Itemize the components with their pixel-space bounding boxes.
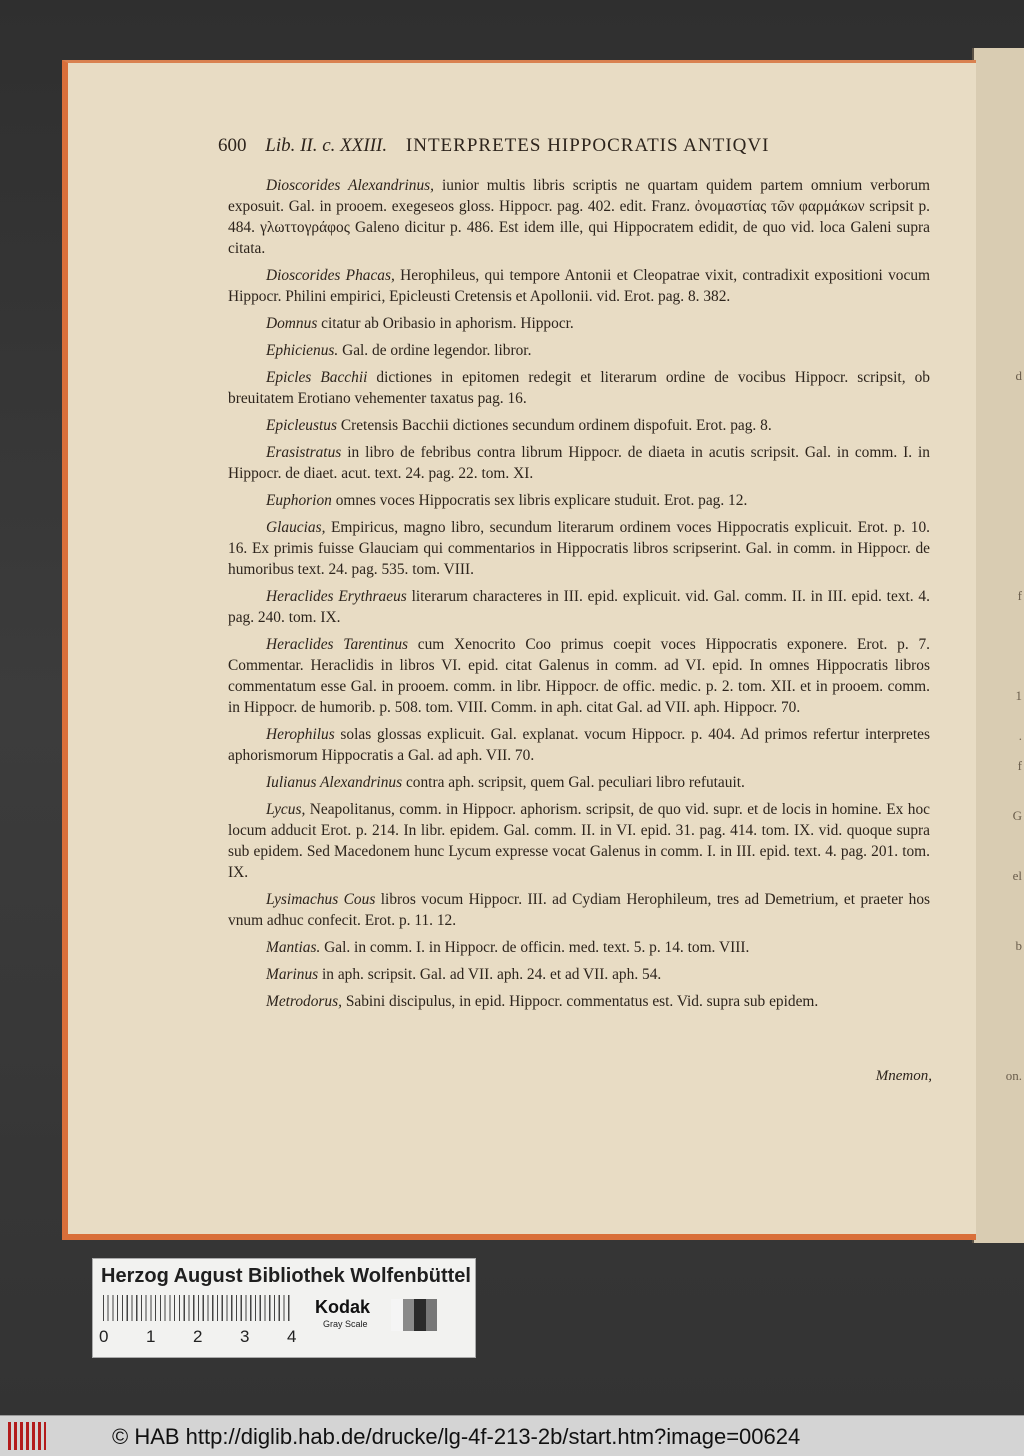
entry-name: Dioscorides Phacas,: [266, 267, 395, 284]
entry-paragraph: [228, 517, 930, 580]
entry-paragraph: [228, 340, 930, 361]
ruler-number: 3: [240, 1327, 250, 1346]
gray-scale-label: Gray Scale: [323, 1319, 368, 1329]
catchword: Mnemon,: [875, 1068, 932, 1084]
entry-paragraph: [228, 415, 930, 436]
kodak-logo: Kodak: [315, 1297, 371, 1317]
entry-name: Epicleustus: [266, 417, 337, 434]
source-credit[interactable]: © HAB http://diglib.hab.de/drucke/lg-4f-213-2b/start.htm?image=00624: [112, 1424, 801, 1449]
entry-text: cum Xenocrito Coo primus coepit voces Hippocratis exponere. Erot. p. 7. Commentar. Heraclidis in libros VI. epid. citat Galenus in comm. ad VI. epid. In omnes Hippocratis libros commentatum esse Gal. in prooem. comm. in libr. Hippocr. de offic. medic. p. 2. tom. XII. et in prooem. comm. in Hippocr. de humorib. p. 508. tom. VIII. Comm. in aph. citat Gal. ad VII. aph. Hippocr. 70.: [228, 636, 930, 716]
book-page: [62, 60, 976, 1240]
entry-text: solas glossas explicuit. Gal. explanat. vocum Hippocr. p. 404. Ad primos refertur interpretes aphorismorum Hippocratis a Gal. ad aph. VII. 70.: [228, 726, 930, 764]
entry-text: Herophileus, qui tempore Antonii et Cleopatrae vixit, contradixit expositioni vocum Hippocr. Philini empirici, Epicleusti Cretensis et Apollonii. vid. Erot. pag. 8. 382.: [228, 267, 930, 305]
entry-text: Gal. in comm. I. in Hippocr. de officin. med. text. 5. p. 14. tom. VIII.: [320, 939, 750, 956]
entry-paragraph: [228, 586, 930, 628]
entry-paragraph: [228, 724, 930, 766]
entry-text: in aph. scripsit. Gal. ad VII. aph. 24. et ad VII. aph. 54.: [318, 966, 662, 983]
entry-text: Neapolitanus, comm. in Hippocr. aphorism. scripsit, de quo vid. supr. et de locis in homine. Ex hoc locum adducit Erot. p. 214. In libr. epidem. Gal. comm. II. in VI. epid. 31. pag. 414. tom. IX. vid. quoque supra sub epidem. Sed Macedonem hunc Lycum expresse vocat Galenus in comm. I. in III. epid. text. 4. pag. 201. tom. IX.: [228, 801, 930, 881]
viewer-footer: [0, 1415, 1024, 1456]
entry-name: Heraclides Tarentinus: [266, 636, 409, 653]
entry-name: Epicles Bacchii: [266, 369, 368, 386]
entry-text: dictiones in epitomen redegit et literarum ordine de vocibus Hippocr. scripsit, ob breuitatem Erotiano vehementer taxatus pag. 16.: [228, 369, 931, 407]
entry-list: [228, 175, 930, 1018]
page-number: 600: [218, 135, 247, 156]
ruler-number: 2: [193, 1327, 203, 1346]
entry-name: Marinus: [266, 966, 319, 983]
entry-name: Heraclides Erythraeus: [266, 588, 407, 605]
chapter-reference: Lib. II. c. XXIII.: [265, 135, 388, 156]
library-color-card: [92, 1258, 476, 1358]
entry-text: contra aph. scripsit, quem Gal. peculiari libro refutauit.: [402, 774, 745, 791]
entry-paragraph: [228, 175, 930, 259]
entry-name: Euphorion: [266, 492, 332, 509]
entry-name: Iulianus Alexandrinus: [266, 774, 403, 791]
adjacent-page-fragment: b: [1015, 938, 1022, 953]
entry-paragraph: [228, 313, 930, 334]
entry-name: Ephicienus.: [266, 342, 339, 359]
entry-name: Glaucias,: [266, 519, 326, 536]
ruler-number: 4: [287, 1327, 297, 1346]
entry-text: Sabini discipulus, in epid. Hippocr. commentatus est. Vid. supra sub epidem.: [341, 993, 819, 1010]
entry-paragraph: [228, 442, 930, 484]
measurement-ruler: [103, 1295, 293, 1321]
entry-paragraph: [228, 799, 930, 883]
adjacent-page-fragment: .: [1018, 728, 1022, 743]
entry-name: Lysimachus Cous: [266, 891, 376, 908]
ruler-number: 1: [146, 1327, 156, 1346]
entry-text: literarum characteres in III. epid. explicuit. vid. Gal. comm. II. in III. epid. text. 4. pag. 240. tom. IX.: [228, 588, 930, 626]
ruler-number: 0: [99, 1327, 109, 1346]
entry-text: citatur ab Oribasio in aphorism. Hippocr.: [317, 315, 574, 332]
entry-name: Metrodorus,: [266, 993, 342, 1010]
entry-text: Cretensis Bacchii dictiones secundum ordinem dispofuit. Erot. pag. 8.: [336, 417, 772, 434]
entry-paragraph: [228, 490, 930, 511]
entry-text: iunior multis libris scriptis ne quartam quidem partem omnium verborum exposuit. Gal. in prooem. exegeseos gloss. Hippocr. pag. 402. edit. Franz. ὀνομαστίας τῶν φαρμάκων scripsit p. 484. γλωττογράφος Galeno dicitur p. 486. Est idem ille, qui Hippocratem edidit, de quo vid. loca Galeni supra citata.: [228, 177, 930, 257]
library-name: Herzog August Bibliothek Wolfenbüttel: [101, 1265, 471, 1287]
entry-paragraph: [228, 937, 930, 958]
hab-logo-icon: [8, 1422, 46, 1450]
entry-paragraph: [228, 889, 930, 931]
entry-paragraph: [228, 964, 930, 985]
entry-text: in libro de febribus contra librum Hippocr. de diaeta in acutis scripsit. Gal. in comm. I. in Hippocr. de diaet. acut. text. 24. pag. 22. tom. XI.: [228, 444, 930, 482]
entry-name: Dioscorides Alexandrinus,: [266, 177, 434, 194]
adjacent-page-fragment: d: [1015, 368, 1022, 383]
entry-name: Domnus: [266, 315, 318, 332]
entry-paragraph: [228, 634, 930, 718]
entry-name: Mantias.: [266, 939, 321, 956]
gray-swatch: [403, 1299, 415, 1331]
adjacent-page-fragment: f: [1017, 588, 1022, 603]
entry-paragraph: [228, 991, 930, 1012]
entry-text: Gal. de ordine legendor. libror.: [338, 342, 532, 359]
entry-paragraph: [228, 772, 930, 793]
entry-text: libros vocum Hippocr. III. ad Cydiam Herophileum, tres ad Demetrium, et praeter hos vnum adhuc confecit. Erot. p. 11. 12.: [228, 891, 931, 929]
entry-name: Erasistratus: [266, 444, 342, 461]
entry-name: Lycus,: [266, 801, 306, 818]
entry-paragraph: [228, 265, 930, 307]
entry-name: Herophilus: [266, 726, 335, 743]
running-header: [218, 135, 858, 157]
adjacent-page-fragment: f: [1017, 758, 1022, 773]
gray-swatch: [391, 1299, 403, 1331]
adjacent-page-fragment: el: [1012, 868, 1022, 883]
gray-swatch: [426, 1299, 438, 1331]
adjacent-page-fragment: on.: [1005, 1068, 1022, 1083]
running-title: INTERPRETES HIPPOCRATIS ANTIQVI: [405, 135, 770, 156]
entry-paragraph: [228, 367, 930, 409]
entry-text: Empiricus, magno libro, secundum literarum ordinem voces Hippocratis explicuit. Erot. p. 10. 16. Ex primis fuisse Glauciam qui commentarios in Hippocratis libros scripserint. Gal. in comm. in Hippocr. de humoribus text. 24. pag. 535. tom. VIII.: [228, 519, 930, 578]
gray-scale-swatches: [391, 1299, 437, 1331]
adjacent-page-edge: [972, 48, 1024, 1243]
gray-swatch: [414, 1299, 426, 1331]
adjacent-page-fragment: 1: [1015, 688, 1022, 703]
entry-text: omnes voces Hippocratis sex libris explicare studuit. Erot. pag. 12.: [331, 492, 748, 509]
adjacent-page-fragment: G: [1012, 808, 1022, 823]
